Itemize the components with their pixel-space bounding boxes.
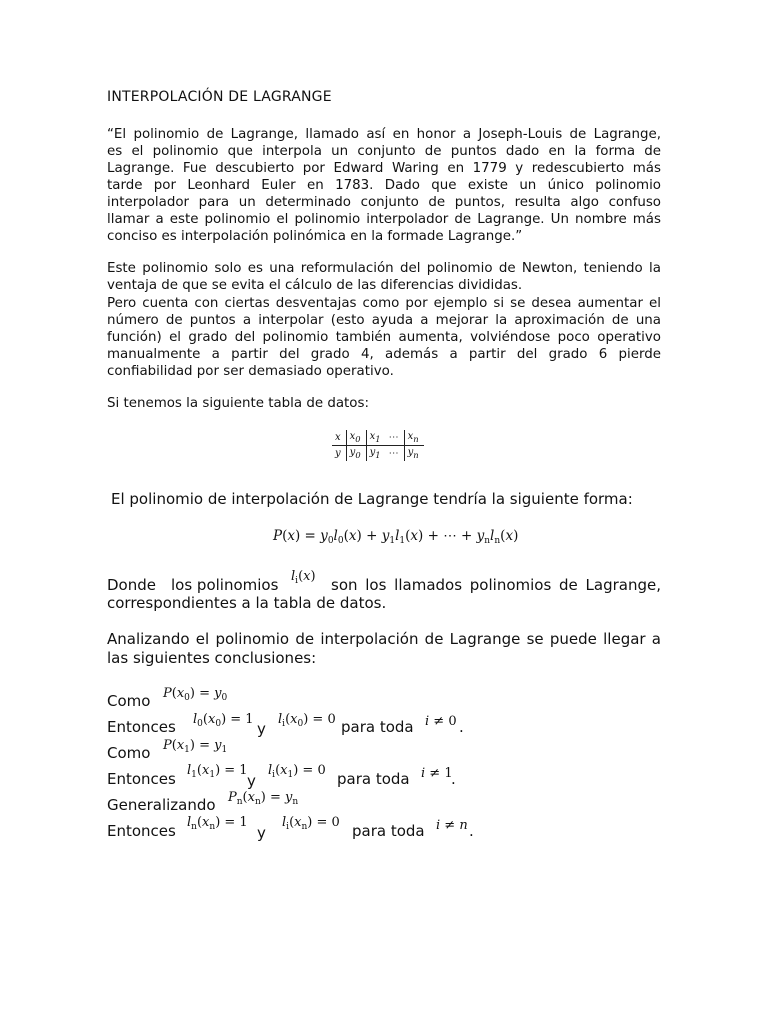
table-cell: $x_n$: [404, 430, 424, 446]
quote-paragraph: [107, 126, 661, 245]
text-line: Lagrange. Fue descubierto por Edward Waring en 1779 y redescubierto más: [107, 161, 661, 176]
text-line: número de puntos a interpolar (esto ayuda a mejorar la aproximación de una: [107, 313, 661, 328]
donde-line2: correspondientes a la tabla de datos.: [107, 594, 387, 612]
disadvantages-paragraph: [107, 295, 661, 380]
analysis-paragraph: [107, 630, 661, 668]
text-line: conciso es interpolación polinómica en la formade Lagrange.”: [107, 229, 523, 244]
text-line: Analizando el polinomio de interpolación de Lagrange se puede llegar a: [107, 630, 661, 648]
lagrange-formula: $P(x) = y_0l_0(x) + y_1l_1(x)$ + ⋯ + $y_nl_n(x)$: [273, 528, 519, 546]
para-toda-label: para toda: [337, 770, 410, 788]
table-cell: $y_n$: [404, 446, 424, 462]
text-line: llamar a este polinomio el polinomio interpolador de Lagrange. Un nombre más: [107, 212, 661, 227]
donde-word: Donde: [107, 576, 156, 594]
table-cell: $x_0$: [346, 430, 366, 446]
como-label: Como: [107, 744, 151, 762]
como-label: Como: [107, 692, 151, 710]
donde-polinomios: los polinomios: [171, 576, 279, 594]
table-cell: ⋯: [386, 430, 405, 446]
text-line: Este polinomio solo es una reformulación del polinomio de Newton, teniendo la: [107, 261, 661, 276]
entonces-label: Entonces: [107, 770, 176, 788]
eq-l1-x1: $l_1(x_1) = 1$: [187, 763, 248, 780]
eq-li-x0: $l_i(x_0) = 0$: [278, 712, 336, 729]
eq-l0-x0: $l_0(x_0) = 1$: [193, 712, 254, 729]
text-line: interpolador para un determinado conjunto de puntos, resulta algo confuso: [107, 195, 661, 210]
eq-ln-xn: $l_n(x_n) = 1$: [187, 815, 248, 832]
text-line: “El polinomio de Lagrange, llamado así en honor a Joseph-Louis de Lagrange,: [107, 127, 661, 142]
eq-i-ne-1: i ≠ 1: [421, 766, 453, 781]
period: .: [451, 770, 456, 788]
eq-li-xn: $l_i(x_n) = 0$: [282, 815, 340, 832]
form-intro: El polinomio de interpolación de Lagrange tendría la siguiente forma:: [111, 490, 633, 508]
entonces-label: Entonces: [107, 822, 176, 840]
y-label: y: [257, 720, 266, 738]
eq-i-ne-n: i ≠ n: [436, 818, 468, 833]
eq-li-x1: $l_i(x_1) = 0$: [268, 763, 326, 780]
table-header-x: x: [332, 430, 346, 446]
entonces-label: Entonces: [107, 718, 176, 736]
table-cell: $y_1$: [369, 447, 381, 460]
table-intro: [107, 395, 661, 412]
reformulation-paragraph: [107, 260, 661, 294]
y-label: y: [257, 824, 266, 842]
period: .: [469, 822, 474, 840]
text-line: manualmente a partir del grado 4, además a partir del grado 6 pierde: [107, 347, 661, 362]
text-line: tarde por Leonhard Euler en 1783. Dado que existe un único polinomio: [107, 178, 661, 193]
text-line: Pero cuenta con ciertas desventajas como por ejemplo si se desea aumentar el: [107, 296, 661, 311]
para-toda-label: para toda: [341, 718, 414, 736]
text-line: ventaja de que se evita el cálculo de las diferencias divididas.: [107, 278, 523, 293]
data-table: [332, 430, 424, 461]
para-toda-label: para toda: [352, 822, 425, 840]
eq-p-x1: $P(x_1) = y_1$: [163, 738, 228, 755]
text-line: es el polinomio que interpola un conjunto de puntos dado en la forma de: [107, 144, 661, 159]
y-label: y: [247, 772, 256, 790]
text-line: Si tenemos la siguiente tabla de datos:: [107, 396, 369, 411]
donde-rest: son los llamados polinomios de Lagrange,: [331, 576, 661, 594]
eq-p-x0: $P(x_0) = y_0$: [163, 686, 228, 703]
document-title: INTERPOLACIÓN DE LAGRANGE: [107, 89, 332, 105]
period: .: [459, 718, 464, 736]
eq-pn-xn: $P_n(x_n) = y_n$: [228, 790, 299, 807]
table-cell: $y_0$: [346, 446, 366, 462]
text-line: función) el grado del polinomio también aumenta, volviéndose poco operativo: [107, 330, 661, 345]
eq-i-ne-0: i ≠ 0: [425, 714, 457, 729]
text-line: las siguientes conclusiones:: [107, 649, 317, 667]
table-cell: ⋯: [388, 448, 399, 459]
table-cell: $x_1$: [366, 430, 385, 446]
generalizando-label: Generalizando: [107, 796, 216, 814]
text-line: confiabilidad por ser demasiado operativo.: [107, 364, 394, 379]
li-polynomial: $l_i(x)$: [291, 569, 316, 586]
table-header-y: y: [332, 446, 346, 462]
